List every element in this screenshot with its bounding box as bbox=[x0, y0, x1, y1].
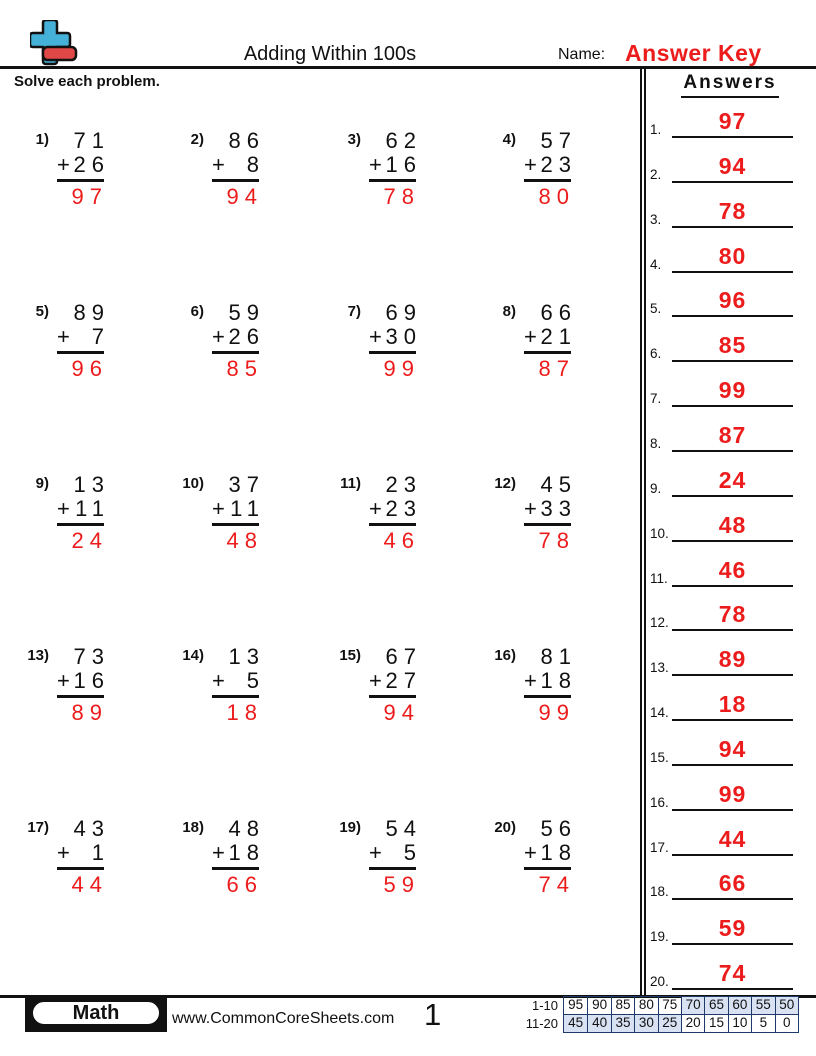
answer-item bbox=[640, 467, 810, 497]
problem-answer: 97 bbox=[71, 184, 108, 209]
answer-blank-line bbox=[672, 674, 793, 676]
answer-value: 24 bbox=[718, 466, 747, 493]
addend-bottom-row bbox=[524, 153, 577, 176]
score-cell: 55 bbox=[751, 997, 774, 1014]
problem-number: 17) bbox=[27, 819, 49, 836]
problem-answer: 24 bbox=[71, 528, 108, 553]
problem-work bbox=[57, 644, 110, 725]
answer-item bbox=[640, 781, 810, 811]
sum-rule bbox=[212, 179, 259, 182]
answer-item bbox=[640, 601, 810, 631]
problem bbox=[490, 472, 577, 553]
score-cell: 40 bbox=[587, 1015, 610, 1032]
problem-number: 10) bbox=[182, 475, 204, 492]
addend-bottom: 18 bbox=[540, 668, 577, 693]
problem bbox=[335, 300, 422, 381]
answer-number: 16. bbox=[650, 794, 669, 810]
problem-answer: 85 bbox=[226, 356, 263, 381]
answer-blank-line bbox=[672, 898, 793, 900]
answer-number: 14. bbox=[650, 705, 669, 721]
addend-bottom: 18 bbox=[228, 840, 265, 865]
problem bbox=[178, 644, 265, 725]
answer-value: 46 bbox=[718, 556, 747, 583]
answer-blank-line bbox=[672, 315, 793, 317]
addend-bottom-row bbox=[369, 325, 422, 348]
problem-work bbox=[57, 300, 110, 381]
answer-number: 15. bbox=[650, 749, 669, 765]
score-cell: 30 bbox=[634, 1015, 657, 1032]
problem-work bbox=[524, 300, 577, 381]
problem-number: 15) bbox=[339, 647, 361, 664]
addend-bottom: 16 bbox=[73, 668, 110, 693]
answer-number: 11. bbox=[650, 570, 668, 586]
answer-blank-line bbox=[672, 988, 793, 990]
addend-top: 13 bbox=[73, 472, 110, 497]
addend-bottom: 21 bbox=[540, 324, 577, 349]
addend-bottom: 1 bbox=[91, 840, 110, 865]
addend-bottom-row bbox=[57, 153, 110, 176]
answer-blank-line bbox=[672, 226, 793, 228]
answer-blank-line bbox=[672, 719, 793, 721]
answer-item bbox=[640, 287, 810, 317]
page-number: 1 bbox=[424, 997, 442, 1032]
problem-work bbox=[369, 816, 422, 897]
sum-rule bbox=[57, 867, 104, 870]
plus-sign: + bbox=[212, 840, 225, 865]
website-url: www.CommonCoreSheets.com bbox=[172, 1010, 395, 1027]
score-cell: 10 bbox=[728, 1015, 751, 1032]
problem-answer: 78 bbox=[383, 184, 420, 209]
addend-bottom-row bbox=[212, 153, 265, 176]
score-cell: 45 bbox=[564, 1015, 587, 1032]
score-cell: 85 bbox=[611, 997, 634, 1014]
problem-work bbox=[369, 472, 422, 553]
answer-key-label: Answer Key bbox=[625, 40, 762, 66]
sum-rule bbox=[212, 695, 259, 698]
problem-number: 18) bbox=[182, 819, 204, 836]
score-cell: 35 bbox=[611, 1015, 634, 1032]
answer-value: 44 bbox=[718, 825, 747, 852]
addend-bottom-row bbox=[524, 669, 577, 692]
plus-sign: + bbox=[212, 324, 225, 349]
problem-number: 12) bbox=[494, 475, 516, 492]
answer-item bbox=[640, 512, 810, 542]
score-cell: 75 bbox=[658, 997, 681, 1014]
addend-top: 69 bbox=[385, 300, 422, 325]
problem-number: 5) bbox=[35, 303, 49, 320]
addend-bottom-row bbox=[212, 325, 265, 348]
problem-answer: 74 bbox=[538, 872, 575, 897]
addend-bottom: 5 bbox=[403, 840, 422, 865]
score-cell: 65 bbox=[704, 997, 727, 1014]
answer-blank-line bbox=[672, 629, 793, 631]
problem-number: 7) bbox=[347, 303, 361, 320]
sum-rule bbox=[524, 179, 571, 182]
addend-bottom-row bbox=[369, 841, 422, 864]
score-row bbox=[503, 996, 799, 1015]
answer-item bbox=[640, 198, 810, 228]
addend-bottom-row bbox=[524, 841, 577, 864]
answer-number: 20. bbox=[650, 974, 669, 990]
score-cell: 90 bbox=[587, 997, 610, 1014]
answer-value: 59 bbox=[718, 915, 747, 942]
answer-value: 78 bbox=[718, 601, 747, 628]
addend-bottom: 26 bbox=[228, 324, 265, 349]
answer-blank-line bbox=[672, 764, 793, 766]
addend-top: 73 bbox=[73, 644, 110, 669]
answer-number: 5. bbox=[650, 301, 662, 317]
score-cell: 60 bbox=[728, 997, 751, 1014]
addend-bottom: 23 bbox=[540, 152, 577, 177]
answer-number: 7. bbox=[650, 391, 662, 407]
problem-answer: 96 bbox=[71, 356, 108, 381]
problem-work bbox=[212, 644, 265, 725]
sum-rule bbox=[369, 867, 416, 870]
plus-sign: + bbox=[369, 496, 382, 521]
problem-number: 20) bbox=[494, 819, 516, 836]
answer-number: 9. bbox=[650, 480, 662, 496]
sum-rule bbox=[57, 523, 104, 526]
sum-rule bbox=[524, 351, 571, 354]
answer-item bbox=[640, 422, 810, 452]
plus-sign: + bbox=[57, 152, 70, 177]
sum-rule bbox=[524, 695, 571, 698]
plus-sign: + bbox=[524, 324, 537, 349]
sum-rule bbox=[212, 351, 259, 354]
subject-label: Math bbox=[30, 999, 162, 1027]
plus-sign: + bbox=[212, 668, 225, 693]
problem bbox=[490, 816, 577, 897]
addend-top: 59 bbox=[228, 300, 265, 325]
plus-sign: + bbox=[57, 668, 70, 693]
sum-rule bbox=[369, 179, 416, 182]
problem-answer: 99 bbox=[383, 356, 420, 381]
problem-answer: 94 bbox=[383, 700, 420, 725]
problem-answer: 94 bbox=[226, 184, 263, 209]
problem-work bbox=[57, 472, 110, 553]
problem-work bbox=[57, 816, 110, 897]
answer-blank-line bbox=[672, 943, 793, 945]
addend-bottom-row bbox=[369, 669, 422, 692]
addend-bottom-row bbox=[369, 153, 422, 176]
addend-bottom-row bbox=[57, 841, 110, 864]
addend-top: 54 bbox=[385, 816, 422, 841]
problem-answer: 18 bbox=[226, 700, 263, 725]
score-cells bbox=[563, 996, 799, 1015]
plus-sign: + bbox=[524, 152, 537, 177]
plus-sign: + bbox=[369, 668, 382, 693]
addend-bottom-row bbox=[212, 497, 265, 520]
addend-top: 13 bbox=[228, 644, 265, 669]
addend-top: 37 bbox=[228, 472, 265, 497]
problem bbox=[23, 300, 110, 381]
answer-number: 18. bbox=[650, 884, 669, 900]
problem-answer: 66 bbox=[226, 872, 263, 897]
answer-item bbox=[640, 377, 810, 407]
answer-item bbox=[640, 826, 810, 856]
answer-blank-line bbox=[672, 809, 793, 811]
answer-item bbox=[640, 691, 810, 721]
sum-rule bbox=[57, 695, 104, 698]
answer-value: 78 bbox=[718, 197, 747, 224]
addend-top: 86 bbox=[228, 128, 265, 153]
problem bbox=[335, 816, 422, 897]
problem-work bbox=[369, 300, 422, 381]
answer-number: 6. bbox=[650, 346, 662, 362]
addend-bottom: 18 bbox=[540, 840, 577, 865]
problem-work bbox=[524, 816, 577, 897]
answer-blank-line bbox=[672, 540, 793, 542]
addend-bottom-row bbox=[369, 497, 422, 520]
answer-blank-line bbox=[672, 854, 793, 856]
answer-item bbox=[640, 646, 810, 676]
addend-top: 71 bbox=[73, 128, 110, 153]
addend-top: 45 bbox=[540, 472, 577, 497]
score-cell: 70 bbox=[681, 997, 704, 1014]
plus-sign: + bbox=[524, 496, 537, 521]
answer-value: 74 bbox=[718, 960, 747, 987]
sum-rule bbox=[212, 867, 259, 870]
score-cell: 15 bbox=[704, 1015, 727, 1032]
problem-answer: 59 bbox=[383, 872, 420, 897]
answer-number: 2. bbox=[650, 166, 662, 182]
problem-answer: 99 bbox=[538, 700, 575, 725]
answer-value: 94 bbox=[718, 152, 747, 179]
addend-bottom: 7 bbox=[91, 324, 110, 349]
problem-number: 13) bbox=[27, 647, 49, 664]
problem-work bbox=[212, 816, 265, 897]
answer-number: 4. bbox=[650, 256, 662, 272]
answer-item bbox=[640, 736, 810, 766]
score-cell: 20 bbox=[681, 1015, 704, 1032]
addend-bottom: 11 bbox=[75, 496, 110, 521]
problem bbox=[23, 472, 110, 553]
problem bbox=[23, 128, 110, 209]
answer-blank-line bbox=[672, 495, 793, 497]
score-cell: 25 bbox=[658, 1015, 681, 1032]
answer-blank-line bbox=[672, 136, 793, 138]
problem-number: 16) bbox=[494, 647, 516, 664]
problem-number: 4) bbox=[502, 131, 516, 148]
score-cell: 0 bbox=[775, 1015, 798, 1032]
problem bbox=[490, 644, 577, 725]
problem bbox=[23, 816, 110, 897]
page-title: Adding Within 100s bbox=[243, 43, 417, 65]
plus-sign: + bbox=[369, 152, 382, 177]
addend-top: 66 bbox=[540, 300, 577, 325]
sum-rule bbox=[369, 523, 416, 526]
problem-number: 8) bbox=[502, 303, 516, 320]
answer-item bbox=[640, 108, 810, 138]
plus-sign: + bbox=[212, 152, 225, 177]
score-grid bbox=[503, 996, 799, 1033]
score-cell: 50 bbox=[775, 997, 798, 1014]
answer-blank-line bbox=[672, 271, 793, 273]
problem-work bbox=[369, 644, 422, 725]
answer-value: 48 bbox=[718, 511, 747, 538]
score-cell: 5 bbox=[751, 1015, 774, 1032]
instructions: Solve each problem. bbox=[14, 73, 160, 90]
name-label: Name: bbox=[558, 46, 606, 63]
answer-number: 10. bbox=[650, 525, 669, 541]
problem-work bbox=[212, 300, 265, 381]
sum-rule bbox=[369, 695, 416, 698]
answer-number: 3. bbox=[650, 211, 662, 227]
problem bbox=[178, 472, 265, 553]
addend-bottom-row bbox=[524, 497, 577, 520]
problem bbox=[178, 300, 265, 381]
addend-bottom: 5 bbox=[246, 668, 265, 693]
answer-blank-line bbox=[672, 181, 793, 183]
score-cell: 80 bbox=[634, 997, 657, 1014]
answer-blank-line bbox=[672, 450, 793, 452]
addend-top: 67 bbox=[385, 644, 422, 669]
problem-number: 19) bbox=[339, 819, 361, 836]
score-cells bbox=[563, 1014, 799, 1033]
sum-rule bbox=[524, 523, 571, 526]
score-row-label: 11-20 bbox=[525, 1016, 558, 1031]
answer-number: 19. bbox=[650, 929, 669, 945]
problem bbox=[335, 472, 422, 553]
problem bbox=[23, 644, 110, 725]
problem-work bbox=[212, 128, 265, 209]
addend-top: 62 bbox=[385, 128, 422, 153]
addend-bottom-row bbox=[57, 669, 110, 692]
problem-answer: 78 bbox=[538, 528, 575, 553]
answer-value: 89 bbox=[718, 646, 747, 673]
sum-rule bbox=[369, 351, 416, 354]
addend-bottom: 30 bbox=[385, 324, 422, 349]
problem-answer: 89 bbox=[71, 700, 108, 725]
sum-rule bbox=[212, 523, 259, 526]
addend-top: 43 bbox=[73, 816, 110, 841]
answer-value: 66 bbox=[718, 870, 747, 897]
sum-rule bbox=[524, 867, 571, 870]
answer-number: 13. bbox=[650, 660, 669, 676]
answer-number: 1. bbox=[650, 122, 662, 137]
problem-work bbox=[212, 472, 265, 553]
plus-sign: + bbox=[57, 324, 70, 349]
answer-value: 99 bbox=[718, 377, 747, 404]
answer-number: 12. bbox=[650, 615, 669, 631]
problem bbox=[490, 128, 577, 209]
plus-sign: + bbox=[524, 668, 537, 693]
answer-item bbox=[640, 557, 810, 587]
problem bbox=[178, 816, 265, 897]
answer-value: 96 bbox=[718, 287, 747, 314]
answer-value: 85 bbox=[718, 332, 747, 359]
answer-blank-line bbox=[672, 585, 793, 587]
problem-work bbox=[369, 128, 422, 209]
score-cell: 95 bbox=[568, 997, 584, 1012]
answer-value: 87 bbox=[718, 421, 747, 448]
addend-bottom: 33 bbox=[540, 496, 577, 521]
problem bbox=[178, 128, 265, 209]
addend-top: 23 bbox=[385, 472, 422, 497]
addend-top: 57 bbox=[540, 128, 577, 153]
answer-number: 17. bbox=[650, 839, 669, 855]
sum-rule bbox=[57, 351, 104, 354]
problem-answer: 44 bbox=[71, 872, 108, 897]
problem bbox=[335, 644, 422, 725]
addend-bottom: 16 bbox=[385, 152, 422, 177]
addend-bottom-row bbox=[212, 669, 265, 692]
plus-sign: + bbox=[212, 496, 225, 521]
answer-value: 94 bbox=[718, 735, 747, 762]
problem-number: 2) bbox=[190, 131, 204, 148]
addend-top: 56 bbox=[540, 816, 577, 841]
problem-work bbox=[57, 128, 110, 209]
addend-top: 48 bbox=[228, 816, 265, 841]
problem-answer: 87 bbox=[538, 356, 575, 381]
answer-item bbox=[640, 915, 810, 945]
sum-rule bbox=[57, 179, 104, 182]
subject-badge bbox=[25, 995, 167, 1032]
addend-bottom: 11 bbox=[230, 496, 265, 521]
addend-top: 81 bbox=[540, 644, 577, 669]
answers-list bbox=[640, 0, 816, 995]
addend-bottom-row bbox=[524, 325, 577, 348]
addend-bottom: 27 bbox=[385, 668, 422, 693]
answers-title: Answers bbox=[660, 72, 800, 94]
problem-number: 11) bbox=[340, 475, 361, 492]
score-row-label: 1-10 bbox=[531, 998, 558, 1013]
plus-sign: + bbox=[524, 840, 537, 865]
problem-number: 3) bbox=[347, 131, 361, 148]
answer-value: 97 bbox=[718, 108, 747, 134]
problem-number: 1) bbox=[35, 131, 49, 148]
problem-work bbox=[524, 472, 577, 553]
problem-work bbox=[524, 128, 577, 209]
answer-value: 80 bbox=[718, 242, 747, 269]
answer-item bbox=[640, 153, 810, 183]
problem-number: 14) bbox=[182, 647, 204, 664]
answer-value: 99 bbox=[718, 780, 747, 807]
addend-top: 89 bbox=[73, 300, 110, 325]
problem bbox=[335, 128, 422, 209]
answer-item bbox=[640, 243, 810, 273]
problem-work bbox=[524, 644, 577, 725]
addend-bottom-row bbox=[57, 497, 110, 520]
problem-answer: 80 bbox=[538, 184, 575, 209]
answer-value: 18 bbox=[718, 691, 747, 718]
answer-item bbox=[640, 332, 810, 362]
problem-number: 6) bbox=[190, 303, 204, 320]
answer-number: 8. bbox=[650, 435, 662, 451]
problem-answer: 46 bbox=[383, 528, 420, 553]
score-row bbox=[503, 1014, 799, 1033]
addend-bottom-row bbox=[57, 325, 110, 348]
answer-blank-line bbox=[672, 360, 793, 362]
plus-sign: + bbox=[57, 840, 70, 865]
addend-bottom: 23 bbox=[385, 496, 422, 521]
problem-number: 9) bbox=[35, 475, 49, 492]
answer-blank-line bbox=[672, 405, 793, 407]
addend-bottom-row bbox=[212, 841, 265, 864]
problem bbox=[490, 300, 577, 381]
addend-bottom: 26 bbox=[73, 152, 110, 177]
problem-answer: 48 bbox=[226, 528, 263, 553]
plus-sign: + bbox=[57, 496, 70, 521]
addend-bottom: 8 bbox=[246, 152, 265, 177]
plus-sign: + bbox=[369, 324, 382, 349]
answer-item bbox=[640, 870, 810, 900]
plus-sign: + bbox=[369, 840, 382, 865]
answer-item bbox=[640, 960, 810, 990]
